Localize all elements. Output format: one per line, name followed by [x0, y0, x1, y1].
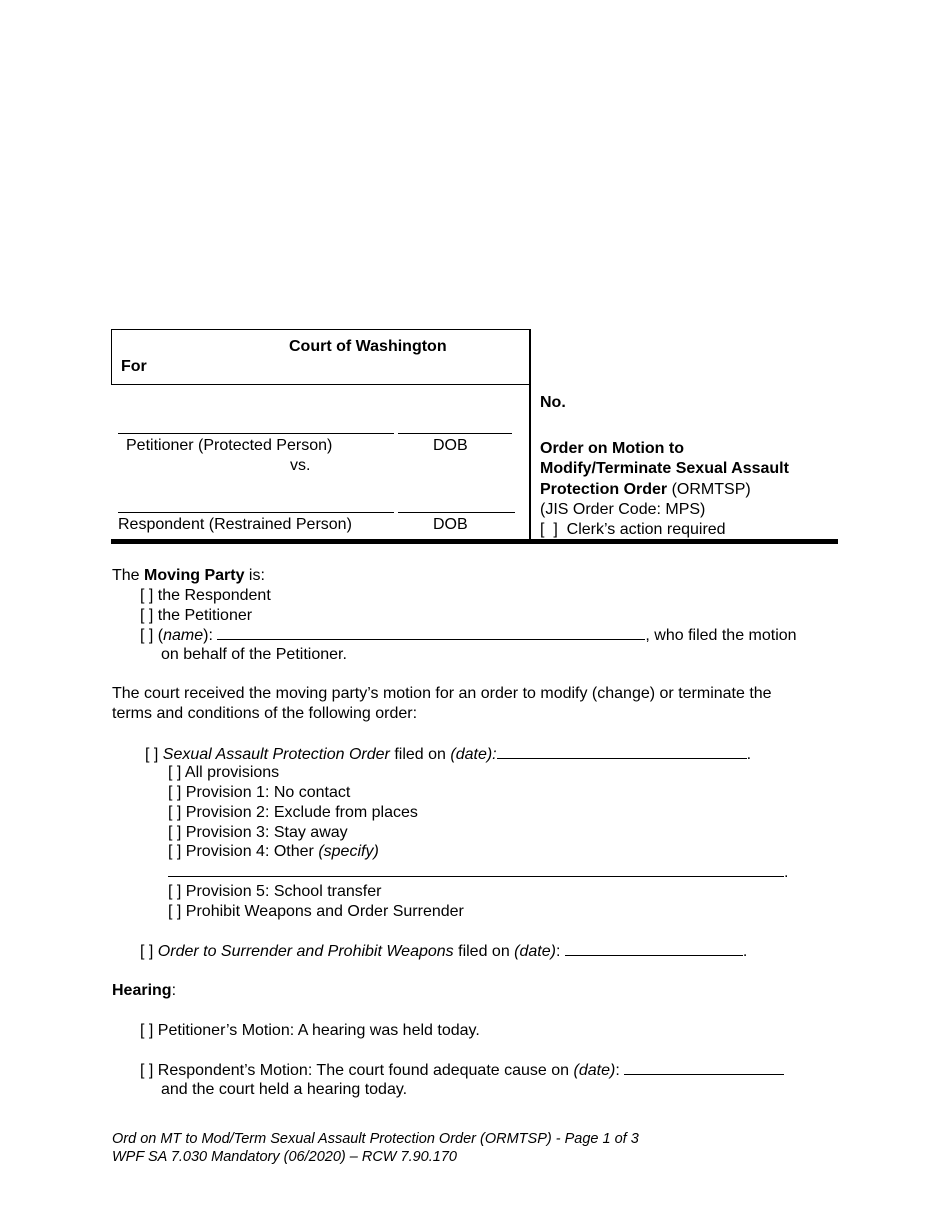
court-title: Court of Washington	[289, 338, 447, 355]
provision-label: Provision 4: Other	[185, 843, 314, 860]
clerk-action-checkbox[interactable]	[540, 520, 726, 540]
petitioner-label: Petitioner (Protected Person)	[126, 437, 333, 454]
date-label: (date)	[573, 1062, 616, 1079]
checkbox-mark: [ ]	[140, 1062, 154, 1079]
checkbox-mark: [ ]	[168, 784, 182, 801]
specify-label: (specify)	[318, 843, 379, 860]
jis-code: (JIS Order Code: MPS)	[540, 501, 706, 518]
respondent-dob-label: DOB	[433, 516, 468, 533]
order-code: (ORMTSP)	[671, 481, 751, 498]
provision-label: All provisions	[184, 764, 280, 781]
provision-4-checkbox[interactable]	[168, 842, 379, 862]
case-number-label: No.	[540, 394, 566, 411]
for-label: For	[121, 358, 147, 375]
checkbox-mark: [ ]	[168, 883, 182, 900]
petitioner-dob-line	[398, 433, 512, 434]
sapo-title: Sexual Assault Protection Order	[162, 746, 390, 763]
filed-on-label: filed on	[394, 746, 446, 763]
checkbox-mark: [ ]	[140, 607, 154, 624]
vs-label: vs.	[290, 457, 311, 474]
respondent-name-line	[118, 512, 394, 513]
caption-bottom-rule	[111, 539, 838, 544]
intro-suffix: is:	[244, 567, 265, 584]
date-label: (date)	[514, 943, 556, 960]
hearing-option-label: Respondent’s Motion: The court found adequate cause on	[157, 1062, 570, 1079]
provision-1-checkbox[interactable]	[168, 783, 350, 803]
checkbox-mark: [ ]	[168, 764, 182, 781]
provision-label: Provision 2: Exclude from places	[185, 804, 418, 821]
surrender-date-field[interactable]	[565, 941, 743, 956]
order-title-bold: Protection Order	[540, 481, 668, 498]
moving-party-respondent-checkbox[interactable]	[140, 586, 271, 606]
checkbox-mark: [ ]	[168, 843, 182, 860]
petitioner-dob-label: DOB	[433, 437, 468, 454]
sapo-checkbox[interactable]: [ ] Sexual Assault Protection Order filed on (date): .	[145, 746, 752, 763]
hearing-option-label: Petitioner’s Motion: A hearing was held today.	[157, 1022, 480, 1039]
order-title-line3	[540, 480, 751, 500]
name-label: name	[163, 627, 204, 644]
provision-label: Provision 1: No contact	[185, 784, 351, 801]
date-label: (date)	[450, 746, 493, 763]
filed-on-label: filed on	[458, 943, 510, 960]
petitioner-motion-checkbox[interactable]	[140, 1021, 480, 1041]
moving-party-name-field[interactable]	[217, 625, 645, 640]
option-label: the Respondent	[157, 587, 271, 604]
order-title-line2: Modify/Terminate Sexual Assault	[540, 460, 789, 477]
checkbox-mark: [ ]	[140, 1022, 154, 1039]
hearing-heading-text: Hearing	[112, 982, 172, 999]
name-suffix: , who filed the motion	[645, 627, 797, 644]
respondent-dob-line	[398, 512, 515, 513]
checkbox-mark: [ ]	[540, 521, 558, 538]
respondent-label: Respondent (Restrained Person)	[118, 516, 352, 533]
footer-line2: WPF SA 7.030 Mandatory (06/2020) – RCW 7.90.170	[112, 1149, 457, 1165]
moving-party-petitioner-checkbox[interactable]	[140, 606, 252, 626]
checkbox-mark: [ ]	[168, 804, 182, 821]
checkbox-mark: [ ]	[140, 943, 154, 960]
checkbox-mark: [ ]	[168, 824, 182, 841]
checkbox-mark: [ ]	[145, 746, 159, 763]
respondent-motion-checkbox[interactable]: [ ] Respondent’s Motion: The court found adequate cause on (date):	[140, 1060, 784, 1081]
surrender-order-checkbox[interactable]: [ ] Order to Surrender and Prohibit Weapons filed on (date): .	[140, 943, 748, 960]
moving-party-name-line2: on behalf of the Petitioner.	[161, 646, 347, 663]
sapo-date-field[interactable]	[497, 744, 747, 759]
intro-prefix: The	[112, 567, 145, 584]
adequate-cause-date-field[interactable]	[624, 1060, 784, 1075]
checkbox-mark: [ ]	[140, 627, 154, 644]
provision-5-checkbox[interactable]	[168, 882, 381, 902]
provision-2-checkbox[interactable]	[168, 803, 418, 823]
provision-label: Provision 3: Stay away	[185, 824, 348, 841]
provision-label: Prohibit Weapons and Order Surrender	[185, 903, 464, 920]
petitioner-name-line	[118, 433, 394, 434]
option-label: the Petitioner	[157, 607, 253, 624]
specify-underline	[168, 862, 784, 877]
hearing-heading: Hearing:	[112, 982, 177, 999]
surrender-title: Order to Surrender and Prohibit Weapons	[157, 943, 454, 960]
provision-3-checkbox[interactable]	[168, 823, 348, 843]
caption-vertical-rule	[529, 329, 531, 542]
provision-4-specify-field[interactable]: .	[168, 862, 788, 883]
provision-all-checkbox[interactable]	[168, 763, 279, 783]
moving-party-name-checkbox[interactable]: [ ] (name): , who filed the motion	[140, 627, 797, 644]
order-title-line1: Order on Motion to	[540, 440, 684, 457]
moving-party-intro	[112, 566, 265, 586]
footer-line1: Ord on MT to Mod/Term Sexual Assault Protection Order (ORMTSP) - Page 1 of 3	[112, 1131, 639, 1147]
motion-text-line2: terms and conditions of the following order:	[112, 705, 418, 722]
provision-label: Provision 5: School transfer	[185, 883, 382, 900]
prohibit-weapons-checkbox[interactable]	[168, 902, 464, 922]
checkbox-mark: [ ]	[168, 903, 182, 920]
motion-text-line1: The court received the moving party’s motion for an order to modify (change) or terminate the	[112, 685, 772, 702]
respondent-motion-line2: and the court held a hearing today.	[161, 1081, 408, 1098]
intro-bold: Moving Party	[144, 567, 245, 584]
checkbox-mark: [ ]	[140, 587, 154, 604]
clerk-action-label: Clerk’s action required	[566, 521, 726, 538]
